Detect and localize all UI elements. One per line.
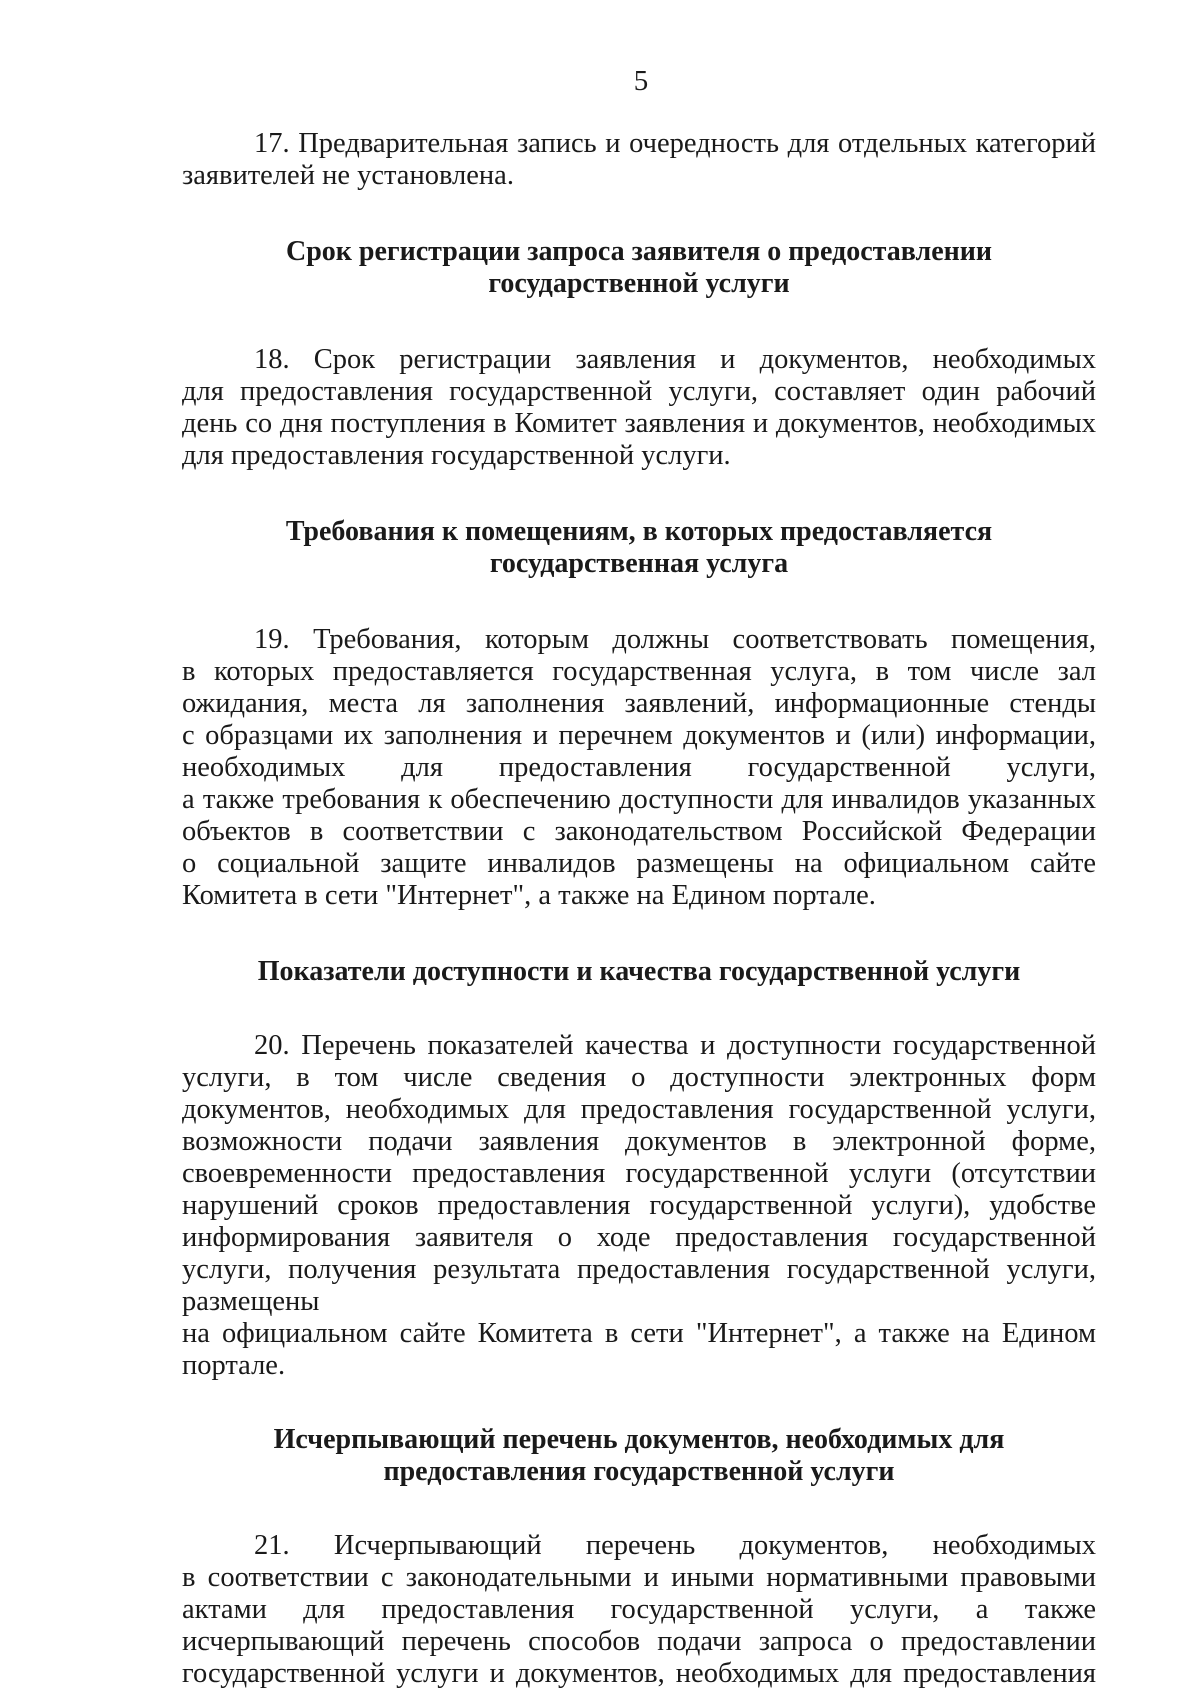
text-line: информирования заявителя о ходе предоставления государственной: [182, 1222, 1096, 1253]
text-line: необходимых для предоставления государственной услуги,: [182, 752, 1096, 783]
heading-line: предоставления государственной услуги: [383, 1456, 895, 1487]
page-number: 5: [633, 65, 649, 97]
text-line: 17. Предварительная запись и очередность для отдельных категорий: [254, 128, 1096, 159]
text-line: на официальном сайте Комитета в сети "Интернет", а также на Едином: [182, 1318, 1096, 1349]
text-line: актами для предоставления государственной услуги, а также: [182, 1594, 1096, 1625]
text-line: а также требования к обеспечению доступности для инвалидов указанных: [182, 784, 1096, 815]
heading-line: Исчерпывающий перечень документов, необходимых для: [273, 1424, 1005, 1455]
text-line: в которых предоставляется государственная услуга, в том числе зал: [182, 656, 1096, 687]
section-heading-accessibility-indicators: [182, 956, 1096, 988]
text-line: своевременности предоставления государственной услуги (отсутствии: [182, 1158, 1096, 1189]
document-body: [182, 128, 1096, 1690]
heading-line: государственная услуга: [489, 548, 789, 579]
paragraph-20: [182, 1030, 1096, 1382]
text-line: услуги, получения результата предоставления государственной услуги,: [182, 1254, 1096, 1285]
text-line: услуги, в том числе сведения о доступности электронных форм: [182, 1062, 1096, 1093]
heading-line: Срок регистрации запроса заявителя о предоставлении: [285, 236, 993, 267]
heading-line: Требования к помещениям, в которых предоставляется: [285, 516, 993, 547]
text-line: для предоставления государственной услуги, составляет один рабочий: [182, 376, 1096, 407]
heading-line: Показатели доступности и качества государственной услуги: [257, 956, 1021, 987]
text-line: нарушений сроков предоставления государственной услуги), удобстве: [182, 1190, 1096, 1221]
text-line: Комитета в сети "Интернет", а также на Едином портале.: [182, 880, 876, 911]
text-line: 20. Перечень показателей качества и доступности государственной: [254, 1030, 1096, 1061]
text-line: размещены: [182, 1286, 320, 1317]
paragraph-21: [182, 1530, 1096, 1690]
paragraph-17: [182, 128, 1096, 192]
text-line: портале.: [182, 1350, 286, 1381]
paragraph-19: [182, 624, 1096, 912]
text-line: с образцами их заполнения и перечнем документов и (или) информации,: [182, 720, 1096, 751]
text-line: заявителей не установлена.: [182, 160, 514, 191]
text-line: 19. Требования, которым должны соответствовать помещения,: [254, 624, 1096, 655]
section-heading-registration-term: [182, 236, 1096, 300]
paragraph-18: [182, 344, 1096, 472]
text-line: исчерпывающий перечень способов подачи запроса о предоставлении: [182, 1626, 1096, 1657]
text-line: ожидания, места ля заполнения заявлений, информационные стенды: [182, 688, 1096, 719]
text-line: документов, необходимых для предоставления государственной услуги,: [182, 1094, 1096, 1125]
text-line: возможности подачи заявления документов в электронной форме,: [182, 1126, 1096, 1157]
text-line: 21. Исчерпывающий перечень документов, необходимых: [254, 1530, 1096, 1561]
heading-line: государственной услуги: [488, 268, 790, 299]
text-line: объектов в соответствии с законодательством Российской Федерации: [182, 816, 1096, 847]
section-heading-premises-requirements: [182, 516, 1096, 580]
text-line: день со дня поступления в Комитет заявления и документов, необходимых: [182, 408, 1096, 439]
text-line: государственной услуги и документов, необходимых для предоставления: [182, 1658, 1096, 1689]
text-line: в соответствии с законодательными и иными нормативными правовыми: [182, 1562, 1096, 1593]
text-line: 18. Срок регистрации заявления и документов, необходимых: [254, 344, 1096, 375]
section-heading-documents-list: [182, 1424, 1096, 1488]
text-line: для предоставления государственной услуги.: [182, 440, 731, 471]
text-line: о социальной защите инвалидов размещены на официальном сайте: [182, 848, 1096, 879]
